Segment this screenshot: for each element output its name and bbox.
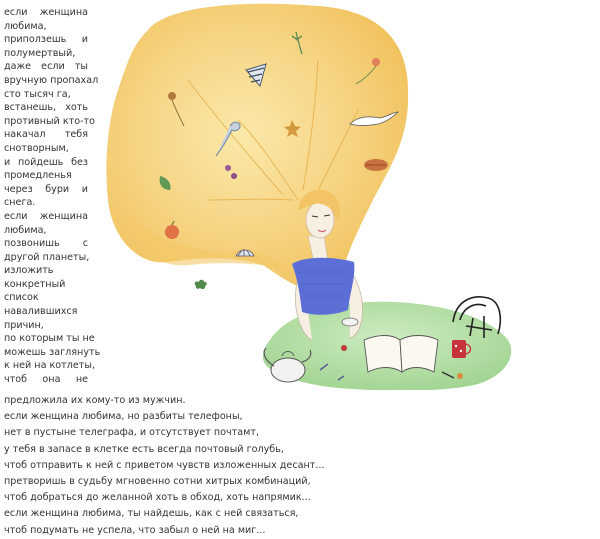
poem-line: любима, (4, 20, 47, 32)
poem-line: сто тысяч га, (4, 88, 71, 100)
poem-line: если женщина (4, 210, 88, 222)
berry-icon (225, 165, 231, 171)
poem-line: претворишь в судьбу мгновенно сотни хитрых комбинаций, (4, 476, 311, 488)
clover-icon (195, 280, 207, 289)
poem-line: чтоб подумать не успела, что забыл о ней на миг... (4, 524, 266, 536)
watercolor-illustration (88, 0, 528, 390)
poem-line: причин, (4, 319, 44, 331)
seed-icon (168, 92, 176, 100)
poem-line: можешь заглянуть (4, 346, 101, 358)
poem-line: если женщина любима, ты найдешь, как с ней связаться, (4, 508, 299, 520)
open-book-icon (364, 336, 438, 373)
poem-line: конкретный (4, 278, 66, 290)
poem-line: навалившихся (4, 306, 78, 318)
poem-line: у тебя в запасе в клетке есть всегда почтовый голубь, (4, 443, 284, 455)
poem-line: накачал тебя (4, 129, 88, 141)
poem-line: предложила их кому-то из мужчин. (4, 395, 186, 406)
poem-line: чтоб она не (4, 374, 88, 386)
poem-line: и пойдешь без (4, 156, 88, 168)
poem-line: по которым ты не (4, 333, 95, 345)
poem-line: позвонишь с (4, 238, 88, 250)
poem-line: к ней на котлеты, (4, 360, 96, 372)
poem-line: снотворным, (4, 142, 69, 154)
apple-icon (165, 225, 179, 239)
poem-line: список (4, 292, 39, 304)
poem-line: нет в пустыне телеграфа, и отсутствует почтамт, (4, 427, 260, 439)
poem-line: чтоб отправить к ней с приветом чувств изложенных десант... (4, 459, 325, 471)
poem-line: промедленья (4, 170, 72, 182)
poem-wide-block (4, 393, 524, 539)
poem-line: полумертвый, (4, 47, 76, 59)
poem-line: изложить (4, 265, 54, 277)
poem-line: снега. (4, 197, 36, 209)
poem-line: другой планеты, (4, 251, 90, 263)
poem-line: даже если ты (4, 61, 88, 73)
poem-narrow-column (4, 6, 101, 387)
woman-dress (292, 258, 354, 315)
poem-line: встанешь, хоть (4, 102, 88, 114)
poem-line: приползешь и (4, 34, 88, 46)
poem-line: если женщина (4, 7, 88, 18)
poem-line: через бури и (4, 183, 88, 195)
flower-icon (372, 58, 380, 66)
poem-line: чтоб добраться до желанной хоть в обход, хоть напрямик... (4, 492, 311, 504)
poem-line: любима, (4, 224, 47, 236)
poem-line: противный кто-то (4, 115, 96, 127)
poem-line: вручную пропахал (4, 74, 99, 86)
teacup-icon (342, 318, 358, 326)
cherry-icon (341, 345, 347, 351)
poem-line: если женщина любима, но разбиты телефоны, (4, 411, 243, 423)
